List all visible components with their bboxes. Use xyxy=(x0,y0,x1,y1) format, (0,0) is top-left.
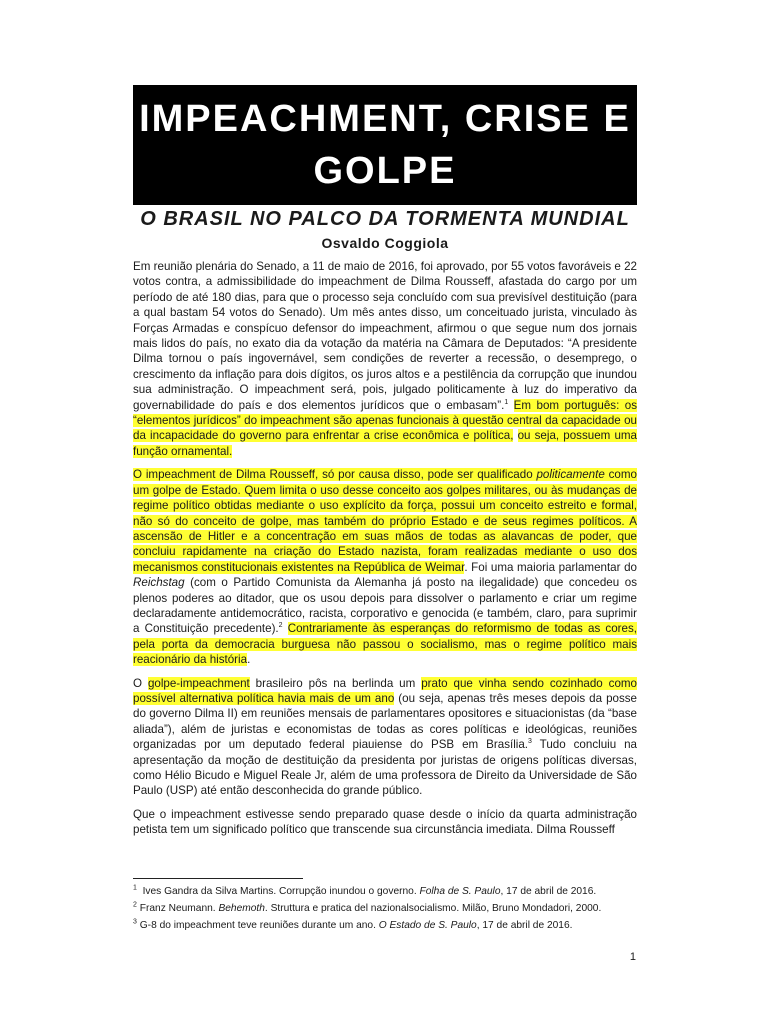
footnote-1-text: Ives Gandra da Silva Martins. Corrupção inundou o governo. xyxy=(142,886,420,897)
p3-text-c: (ou seja, apenas três meses depois da posse do governo Dilma II) em reuniões mensais de parlamentares opositores e situacionistas (da “base aliada”), além de juristas e economistas de todas as cores políticas e ideológicas, reuniões organizadas por um deputado federal piauiense do PSB em Brasília. xyxy=(133,691,638,752)
p2-italic: Reichstag xyxy=(133,576,185,590)
footnote-ref-3: 3 xyxy=(528,738,532,746)
p1-highlight-2: ou seja, possuem uma função ornamental. xyxy=(133,429,637,458)
subtitle: O BRASIL NO PALCO DA TORMENTA MUNDIAL xyxy=(140,208,630,230)
title-line-1: IMPEACHMENT, CRISE E xyxy=(139,98,631,140)
article-body xyxy=(133,259,637,846)
footnote-3-source: O Estado de S. Paulo xyxy=(378,920,477,931)
p2-text-b: (com o Partido Comunista da Alemanha já posto na ilegalidade) que concedeu os plenos poderes ao ditador, que os usou depois para dissolver o parlamento e criar um regime declaradamente antidemocrático, racista, corporativo e genocida (e também, claro, para suprimir a Constituição precedente). xyxy=(133,576,637,636)
p2-highlight-1a: O impeachment de Dilma Rousseff, só por causa disso, pode ser qualificado xyxy=(133,468,537,482)
p3-text-d: Tudo concluiu na apresentação da moção de destituição da presidenta por juristas de origens políticas diversas, como Hélio Bicudo e Miguel Reale Jr, além de uma professora de Direito da Universidade de São Paulo (USP) até então desconhecida do grande público. xyxy=(133,738,637,798)
footnote-divider xyxy=(133,878,303,879)
footnote-ref-2: 2 xyxy=(278,622,283,630)
title-line-2: GOLPE xyxy=(313,150,457,192)
p3-text-b: brasileiro pôs na berlinda um xyxy=(249,676,422,690)
p1-text: Em reunião plenária do Senado, a 11 de maio de 2016, foi aprovado, por 55 votos favoráveis e 22 votos contra, a admissibilidade do impeachment de Dilma Rousseff, afastada do cargo por um período de até 180 dias, para que o processo seja concluído com sua previsível destituição (para a qual bastam 54 votos do Senado). Um mês antes disso, um conceituado jurista, vinculado às Forças Armadas e conspícuo defensor do impeachment, afirmou o que segue num dos jornais mais lidos do país, no exato dia da votação da matéria na Câmara de Deputados: “A presidente Dilma tornou o país ingovernável, sem condições de reverter a recessão, o desemprego, o crescimento da inflação para dois dígitos, os juros altos e a pestilência da corrupção que inundou sua administração. O impeachment será, pois, julgado politicamente à luz do imperativo da governabilidade do país e dos elementos jurídicos que o embasam”. xyxy=(133,260,637,412)
p3-text-a: O xyxy=(133,676,148,690)
p3-highlight-1: golpe-impeachment xyxy=(147,676,250,690)
footnote-2-number: 2 xyxy=(133,901,137,909)
footnote-1-source: Folha de S. Paulo xyxy=(419,886,501,897)
p2-end: . xyxy=(247,653,251,667)
footnote-3-date: , 17 de abril de 2016. xyxy=(476,920,573,931)
footnote-ref-1: 1 xyxy=(504,398,509,406)
author: Osvaldo Coggiola xyxy=(321,235,449,251)
footnote-3 xyxy=(133,917,637,934)
p1-highlight-1: Em bom português: os “elementos jurídicos” do impeachment são apenas funcionais à questão central da capacidade ou da incapacidade do governo para enfrentar a crise econômica e política, xyxy=(133,398,637,443)
footnote-2 xyxy=(133,900,637,917)
p2-highlight-1b: como um golpe de Estado. Quem limita o uso desse conceito aos golpes militares, ou às mudanças de regime político obtidas mediante o uso explícito da força, possui um conceito estreito e formal, não só do conceito de golpe, mas também do próprio Estado e de seus regimes políticos. A ascensão de Hitler e a concentração em suas mãos de todas as alavancas de poder, que concluiu rapidamente na criação do Estado nazista, foram realizadas mediante o uso dos mecanismos constitucionais existentes na República de Weimar xyxy=(133,468,637,574)
paragraph-3 xyxy=(133,676,637,799)
p2-mid xyxy=(283,622,288,635)
p2-highlight-1-italic: politicamente xyxy=(536,468,605,482)
p2-highlight-2: Contrariamente às esperanças do reformismo de todas as cores, pela porta da democracia burguesa não passou o socialismo, mas o regime político mais reacionário da história xyxy=(133,622,637,667)
p3-highlight-2: prato que vinha sendo cozinhado como possível alternativa política havia mais de um ano xyxy=(133,676,637,705)
p1-mid xyxy=(513,429,517,442)
page-number: 1 xyxy=(629,951,636,963)
footnote-2-source: Behemoth xyxy=(218,903,265,914)
footnote-3-number: 3 xyxy=(133,918,137,926)
footnote-1-date: , 17 de abril de 2016. xyxy=(500,886,597,897)
footnote-1 xyxy=(133,883,637,900)
footnote-3-text: G-8 do impeachment teve reuniões durante um ano. xyxy=(139,920,379,931)
paragraph-4: Que o impeachment estivesse sendo preparado quase desde o início da quarta administração petista tem um significado político que transcende sua circunstância imediata. Dilma Rousseff xyxy=(133,807,637,837)
footnote-2-text: Franz Neumann. xyxy=(139,903,219,914)
p2-text-a: . Foi uma maioria parlamentar do xyxy=(464,560,637,574)
paragraph-1 xyxy=(133,259,637,459)
footnote-1-number: 1 xyxy=(133,884,137,892)
title-banner xyxy=(133,85,637,205)
footnotes xyxy=(133,883,637,934)
footnote-2-rest: . Struttura e pratica del nazionalsocialismo. Milão, Bruno Mondadori, 2000. xyxy=(264,903,602,914)
paragraph-2 xyxy=(133,467,637,667)
